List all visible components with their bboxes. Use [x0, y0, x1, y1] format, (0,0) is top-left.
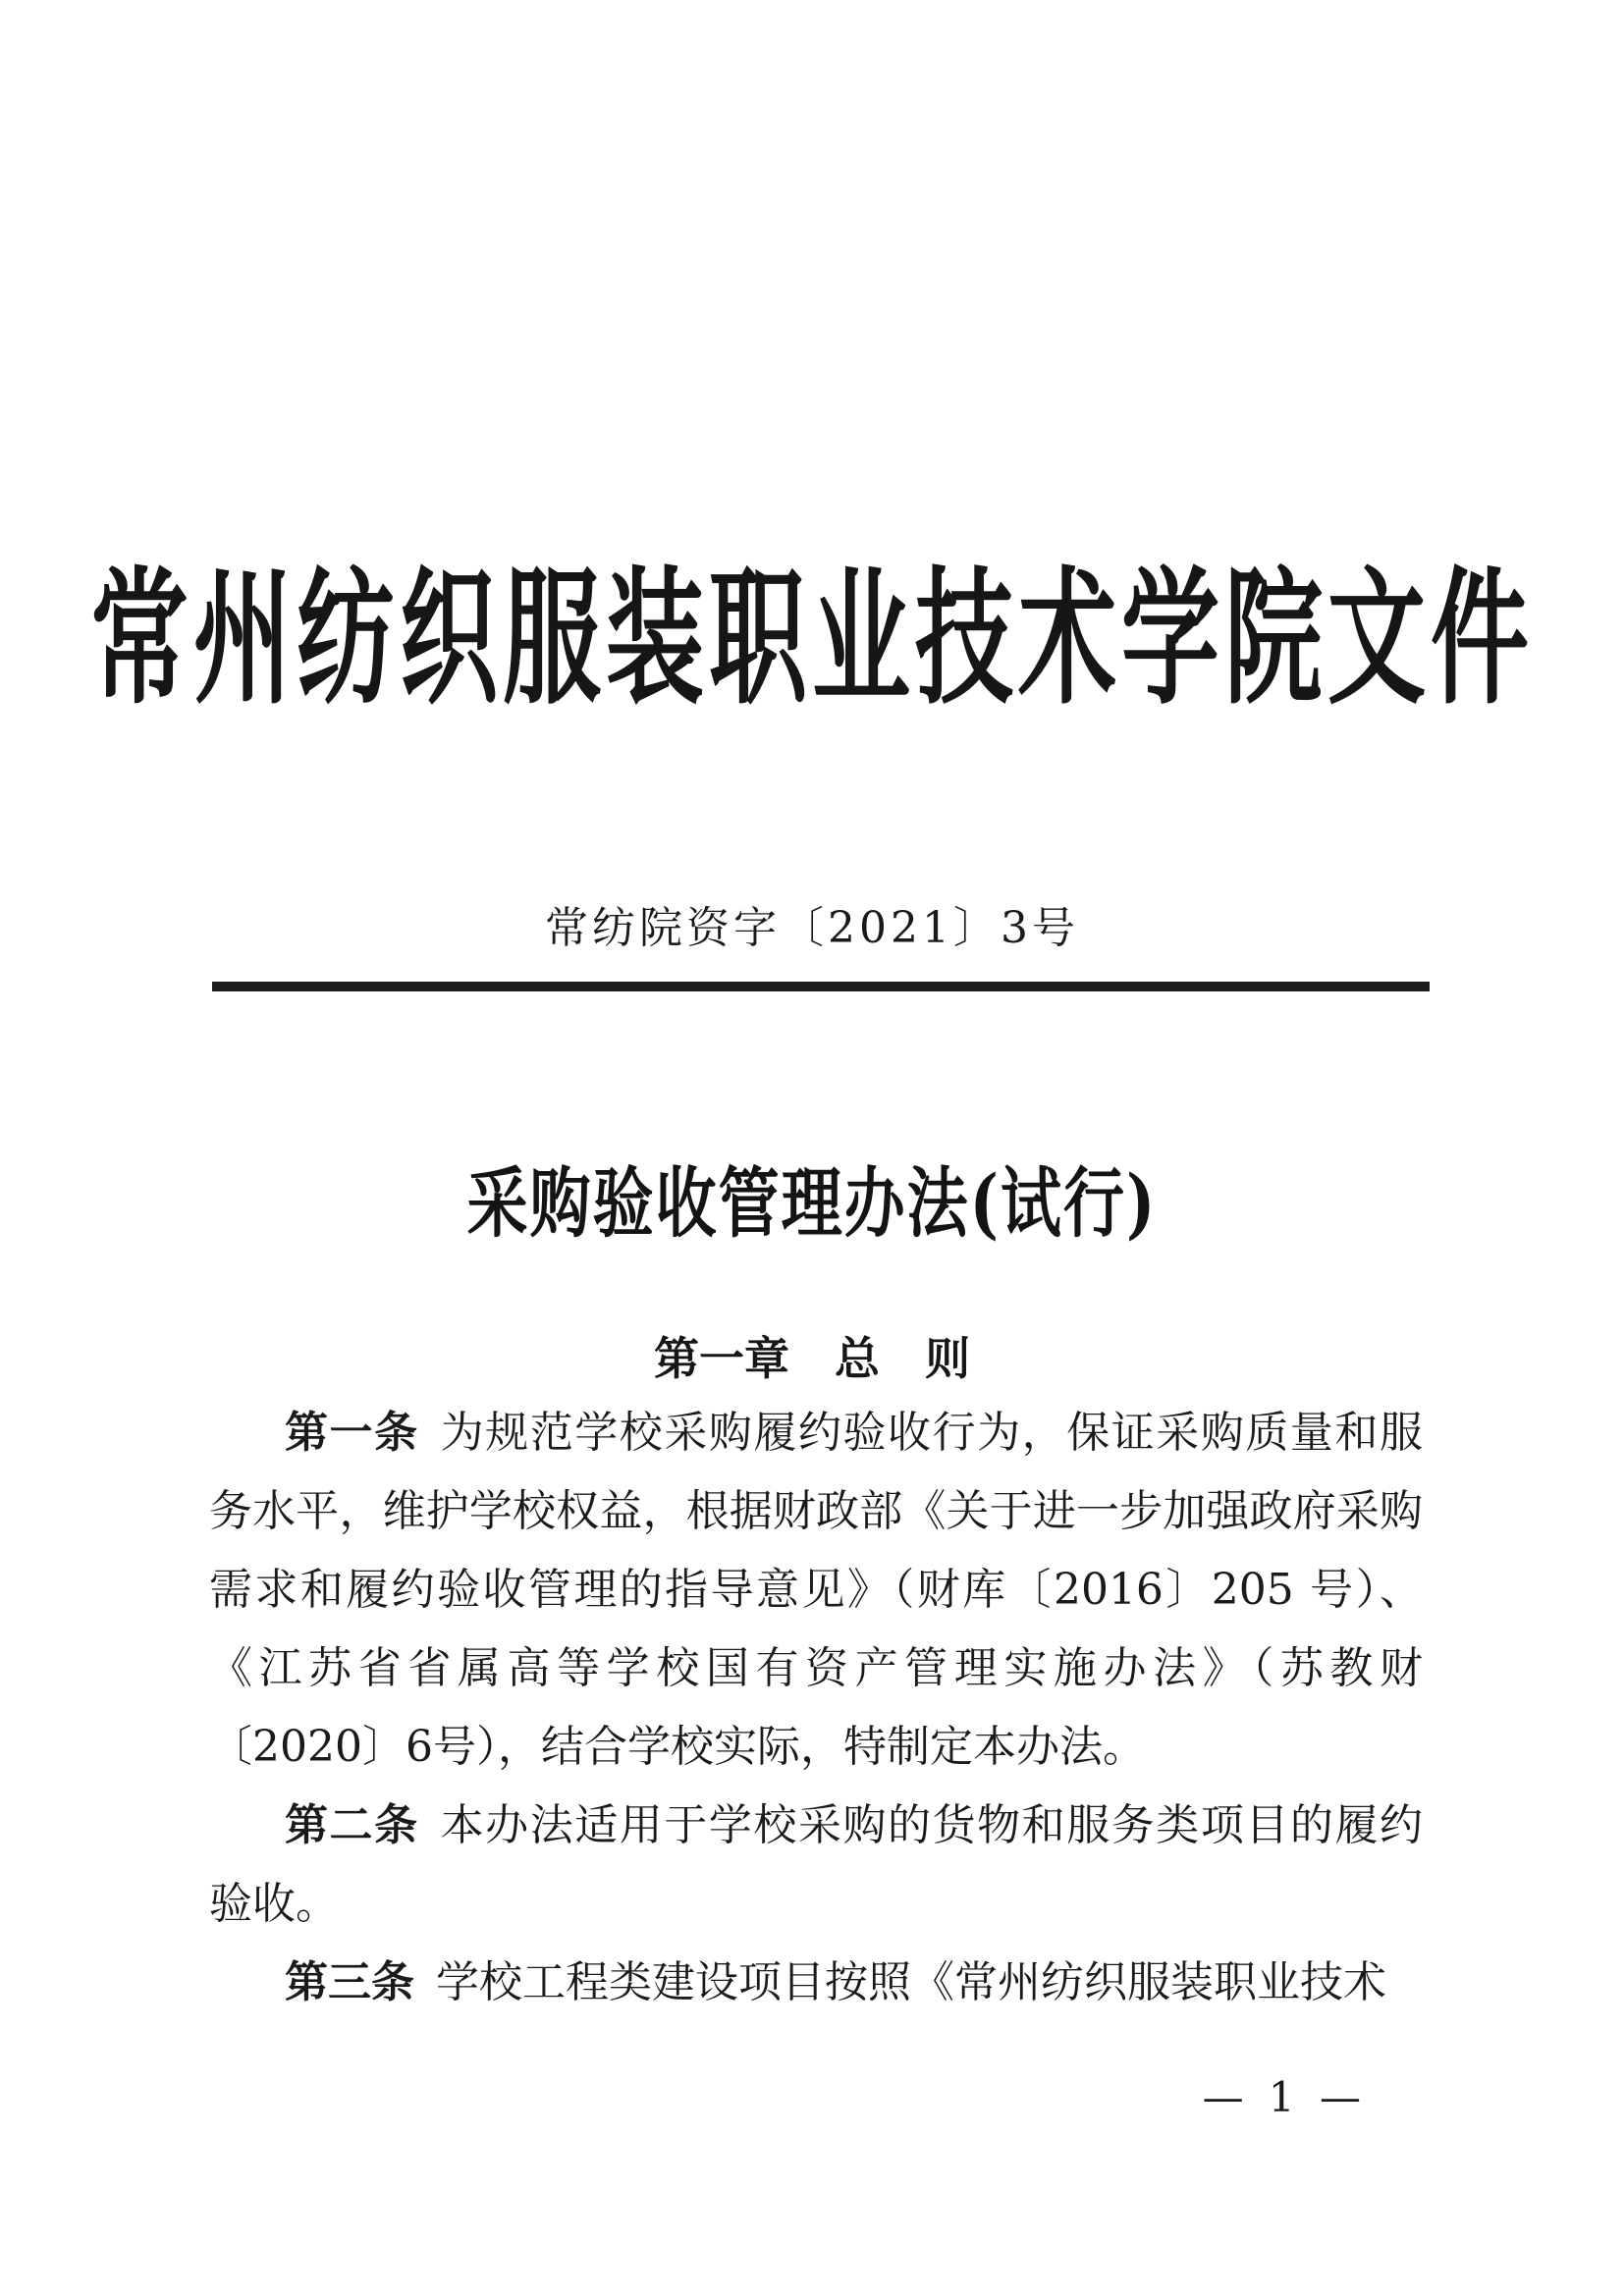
body-text: [209, 1394, 1423, 2022]
article-paragraph-3: [209, 1944, 1423, 2022]
article-2-text: 本办法适用于学校采购的货物和服务类项目的履约验收。: [209, 1800, 1423, 1929]
masthead-title: 常州纺织服装职业技术学院文件: [90, 551, 1534, 725]
doc-reference-number: 常纺院资字〔2021〕3号: [545, 903, 1079, 953]
article-1-text: 为规范学校采购履约验收行为，保证采购质量和服务水平，维护学校权益，根据财政部《关于进一步加强政府采购需求和履约验收管理的指导意见》（财库〔2016〕205 号）、《江苏省省属高等学校国有资产管理实施办法》（苏教财〔2020〕6号），结合学校实际，特制定本办法。: [209, 1408, 1423, 1772]
page-number: — 1 —: [1202, 2073, 1367, 2121]
article-1-label: 第一条: [285, 1408, 419, 1458]
masthead-divider-rule: [212, 982, 1430, 991]
article-2-label: 第二条: [285, 1800, 419, 1850]
article-paragraph-2: [209, 1787, 1423, 1944]
chapter-heading: 第一章 总 则: [654, 1332, 970, 1385]
article-3-label: 第三条: [285, 1957, 414, 2007]
document-title: 采购验收管理办法(试行): [466, 1157, 1158, 1248]
article-3-text: 学校工程类建设项目按照《常州纺织服装职业技术: [436, 1957, 1386, 2007]
article-paragraph-1: [209, 1394, 1423, 1787]
